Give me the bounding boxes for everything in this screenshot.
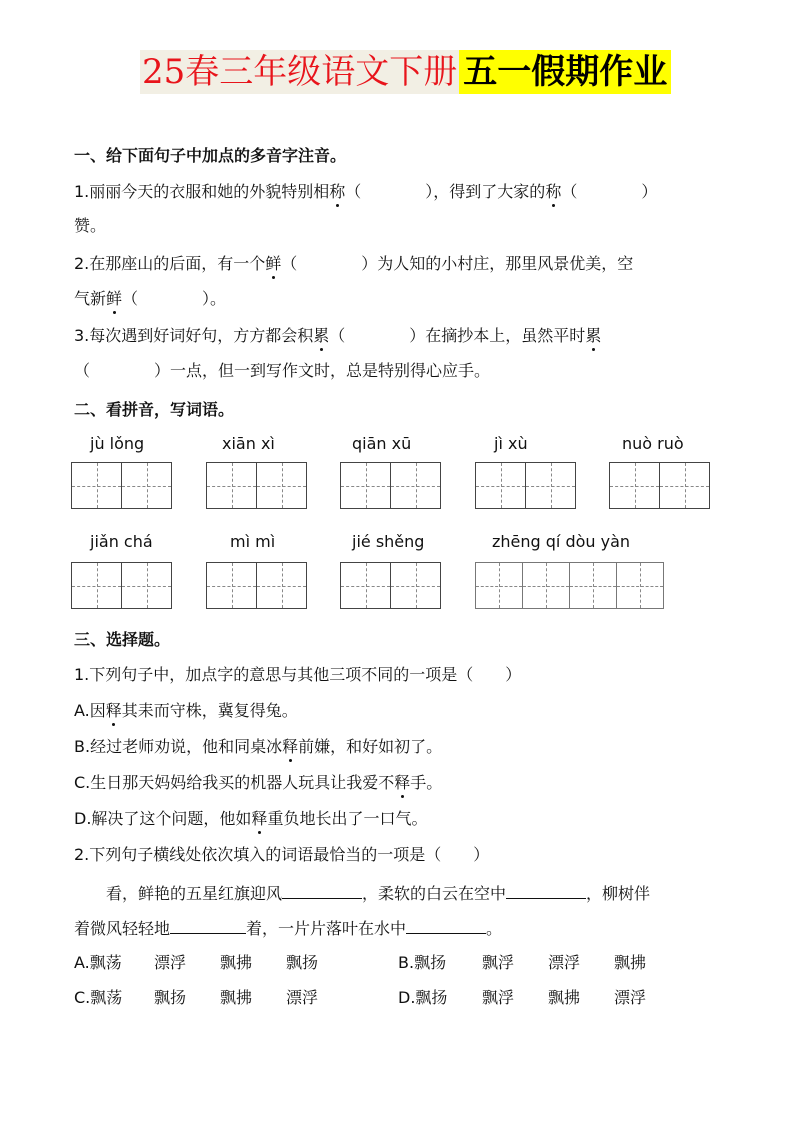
grid-cell[interactable]: [206, 562, 257, 609]
title-red-part: 25春三年级语文下册: [142, 52, 458, 92]
passage-text: ，柳树伴: [586, 884, 651, 903]
s1-q3-line1: [74, 326, 601, 346]
s3-q1-option-b[interactable]: [74, 737, 442, 757]
option-text: B.经过老师劝说，他和同桌冰: [74, 737, 283, 756]
s1-q3-dotted-char-2: 累: [585, 326, 602, 345]
s3-q1-option-d[interactable]: [74, 809, 427, 829]
s1-q3-dotted-char-1: 累: [313, 326, 330, 345]
pinyin-label: zhēng qí dòu yàn: [492, 532, 631, 551]
option-word: 飘拂: [548, 988, 581, 1007]
option-text: C.生日那天妈妈给我买的机器人玩具让我爱不: [74, 773, 395, 792]
writing-grid[interactable]: [475, 462, 576, 509]
grid-cell[interactable]: [71, 562, 122, 609]
option-dotted-char: 释: [251, 809, 268, 828]
passage-text: ，柔软的白云在空中: [362, 884, 507, 903]
grid-cell[interactable]: [340, 562, 391, 609]
fill-blank[interactable]: [406, 917, 486, 934]
pinyin-label: jù lǒng: [90, 434, 145, 453]
title-highlight-part: 五一假期作业: [459, 50, 671, 94]
grid-cell[interactable]: [475, 562, 523, 609]
option-word: 飘拂: [220, 988, 253, 1007]
passage-text: 。: [486, 919, 503, 938]
grid-cell[interactable]: [71, 462, 122, 509]
s1-q2-text-a: 2.在那座山的后面，有一个: [74, 254, 266, 273]
option-word: A.飘荡: [74, 953, 122, 972]
s3-q2-option-c[interactable]: [74, 988, 352, 1008]
option-word: 飘浮: [482, 953, 515, 972]
grid-cell[interactable]: [522, 562, 570, 609]
s1-q2-dotted-char-2: 鲜: [106, 289, 123, 308]
grid-cell[interactable]: [206, 462, 257, 509]
s1-q1-dotted-char-1: 称: [329, 182, 346, 201]
option-word: 飘浮: [482, 988, 515, 1007]
s1-q2-text-c: 气新: [74, 289, 107, 308]
s1-q3-text-a: 3.每次遇到好词好句，方方都会积: [74, 326, 314, 345]
s1-q1-text-c: （ ）: [561, 182, 658, 201]
passage-text: 着，一片片落叶在水中: [246, 919, 407, 938]
option-word: 飘扬: [286, 953, 319, 972]
s1-q1-dotted-char-2: 称: [545, 182, 562, 201]
s3-q2: 2.下列句子横线处依次填入的词语最恰当的一项是（ ）: [74, 845, 490, 864]
pinyin-label: qiān xū: [352, 434, 412, 453]
option-text: 前嫌，和好如初了。: [298, 737, 443, 756]
s1-q1-line2: 赞。: [74, 216, 107, 235]
s1-q2-dotted-char-1: 鲜: [265, 254, 282, 273]
s1-q1-line1: [74, 182, 657, 202]
fill-blank[interactable]: [506, 882, 586, 899]
grid-cell[interactable]: [256, 462, 307, 509]
option-text: A.因: [74, 701, 106, 720]
writing-grid[interactable]: [71, 562, 172, 609]
section2-heading: 二、看拼音，写词语。: [74, 400, 235, 419]
pinyin-label: mì mì: [230, 532, 276, 551]
s1-q2-text-d: （ ）。: [122, 289, 227, 308]
writing-grid[interactable]: [340, 462, 441, 509]
s3-q2-option-b[interactable]: [398, 953, 680, 973]
option-word: 漂浮: [154, 953, 187, 972]
option-word: 飘拂: [614, 953, 647, 972]
s1-q1-text-b: （ ），得到了大家的: [345, 182, 546, 201]
passage-text: 看，鲜艳的五星红旗迎风: [106, 884, 283, 903]
s1-q1-text-a: 1.丽丽今天的衣服和她的外貌特别相: [74, 182, 330, 201]
s1-q2-line2: [74, 289, 226, 309]
s1-q3-line2: （ ）一点，但一到写作文时，总是特别得心应手。: [74, 361, 491, 380]
s3-q2-option-d[interactable]: [398, 988, 680, 1008]
option-word: 飘扬: [154, 988, 187, 1007]
grid-cell[interactable]: [121, 462, 172, 509]
option-dotted-char: 释: [394, 773, 411, 792]
s1-q2-line1: [74, 254, 633, 274]
option-word: 漂浮: [614, 988, 647, 1007]
grid-cell[interactable]: [609, 462, 660, 509]
option-word: 飘拂: [220, 953, 253, 972]
option-text: D.解决了这个问题，他如: [74, 809, 252, 828]
s3-q1-option-a[interactable]: [74, 701, 298, 721]
grid-cell[interactable]: [525, 462, 576, 509]
grid-cell[interactable]: [256, 562, 307, 609]
grid-cell[interactable]: [659, 462, 710, 509]
option-text: 手。: [410, 773, 443, 792]
s3-q1: 1.下列句子中，加点字的意思与其他三项不同的一项是（ ）: [74, 665, 522, 684]
grid-cell[interactable]: [390, 462, 441, 509]
page-title: [140, 50, 671, 94]
fill-blank[interactable]: [170, 917, 246, 934]
s3-q2-passage-line1: [106, 882, 650, 904]
option-dotted-char: 释: [282, 737, 299, 756]
grid-cell[interactable]: [475, 462, 526, 509]
option-dotted-char: 释: [105, 701, 122, 720]
pinyin-label: jiǎn chá: [90, 532, 153, 551]
grid-cell[interactable]: [340, 462, 391, 509]
grid-cell[interactable]: [569, 562, 617, 609]
grid-cell[interactable]: [616, 562, 664, 609]
writing-grid[interactable]: [206, 462, 307, 509]
s3-q1-option-c[interactable]: [74, 773, 442, 793]
option-text: 其耒而守株，冀复得兔。: [121, 701, 298, 720]
option-word: D.飘扬: [398, 988, 448, 1007]
writing-grid-four[interactable]: [475, 562, 664, 609]
s3-q2-passage-line2: [74, 917, 502, 939]
option-word: C.飘荡: [74, 988, 123, 1007]
s1-q2-text-b: （ ）为人知的小村庄，那里风景优美，空: [281, 254, 634, 273]
pinyin-label: xiān xì: [222, 434, 275, 453]
option-word: B.飘扬: [398, 953, 447, 972]
grid-cell[interactable]: [121, 562, 172, 609]
writing-grid[interactable]: [609, 462, 710, 509]
writing-grid[interactable]: [71, 462, 172, 509]
option-word: 漂浮: [286, 988, 319, 1007]
s3-q2-option-a[interactable]: [74, 953, 352, 973]
passage-text: 着微风轻轻地: [74, 919, 171, 938]
writing-grid[interactable]: [340, 562, 441, 609]
grid-cell[interactable]: [390, 562, 441, 609]
section1-heading: 一、给下面句子中加点的多音字注音。: [74, 146, 347, 165]
pinyin-label: nuò ruò: [622, 434, 684, 453]
pinyin-label: jié shěng: [352, 532, 425, 551]
section3-heading: 三、选择题。: [74, 630, 171, 649]
s1-q3-text-b: （ ）在摘抄本上，虽然平时: [329, 326, 586, 345]
option-text: 重负地长出了一口气。: [267, 809, 428, 828]
fill-blank[interactable]: [282, 882, 362, 899]
pinyin-label: jì xù: [494, 434, 528, 453]
writing-grid[interactable]: [206, 562, 307, 609]
option-word: 漂浮: [548, 953, 581, 972]
